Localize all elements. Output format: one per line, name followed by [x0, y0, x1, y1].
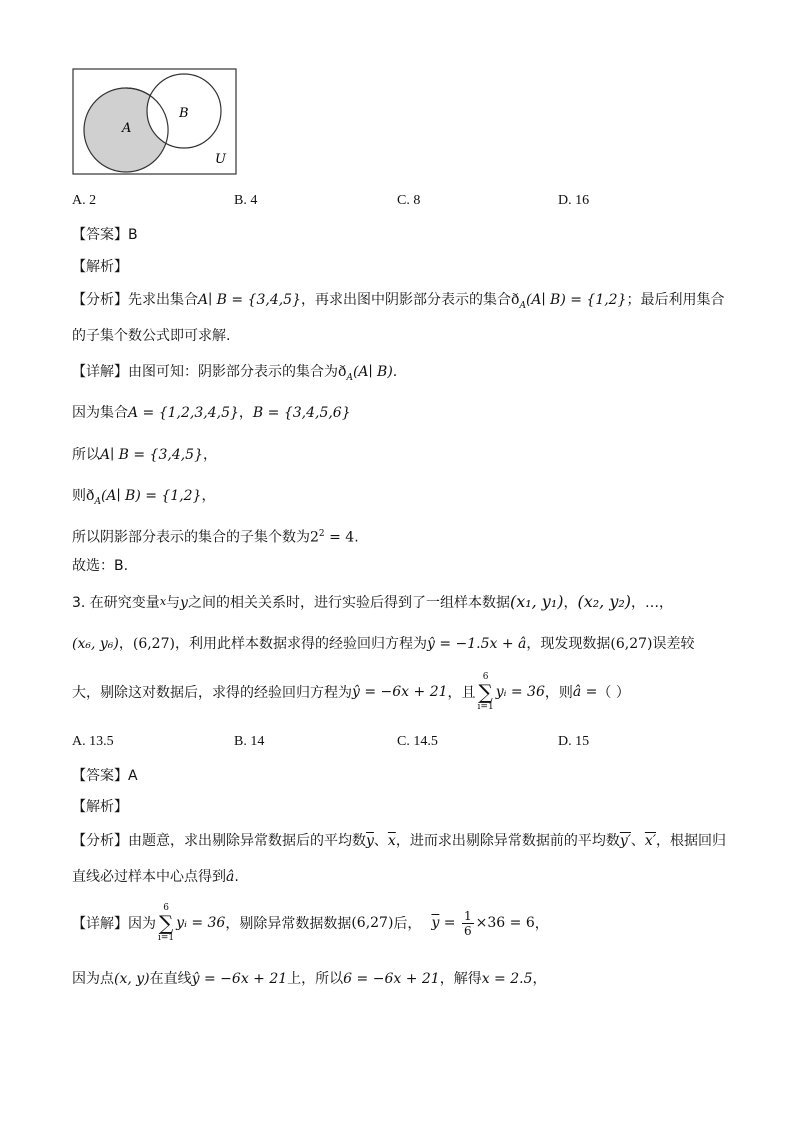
q3-option-d: D. 15 — [558, 734, 590, 749]
math: y — [180, 595, 188, 611]
q3-stem-line-1 — [72, 592, 673, 613]
text: ，根据回归 — [656, 833, 726, 849]
complement-sub: A — [346, 372, 353, 383]
text: . — [234, 869, 239, 885]
math: (6,27) — [132, 636, 175, 652]
denominator: 6 — [464, 923, 472, 938]
math: (x₂, y₂) — [577, 592, 632, 611]
text: 因为 — [128, 916, 156, 932]
text: 后， — [393, 916, 422, 932]
math: (6,27) — [610, 636, 653, 652]
q2-xiangjie-line-3 — [72, 445, 217, 465]
text: 因为点 — [72, 971, 114, 987]
math: yᵢ = 36 — [176, 915, 226, 931]
complement-symbol: ð — [511, 292, 520, 308]
q3-analysis-tag: 【解析】 — [72, 799, 128, 815]
math: y′ — [619, 833, 631, 849]
q2-option-d: D. 16 — [558, 193, 590, 208]
math: (A∣ B) = {1,2} — [100, 488, 202, 504]
fenxi-tag: 【分析】 — [72, 833, 128, 849]
q2-xiangjie-line-4 — [72, 486, 216, 512]
math: (x₆, y₆) — [72, 636, 119, 652]
text: 因为集合 — [72, 405, 128, 421]
q3-stem-line-3 — [72, 672, 630, 712]
q2-analysis-tag: 【解析】 — [72, 259, 128, 275]
math: (A∣ B) = {1,2} — [525, 292, 627, 308]
math: x = 2.5 — [481, 971, 533, 987]
text: ，进而求出剔除异常数据前的平均数 — [395, 833, 620, 849]
fenxi-tag: 【分析】 — [72, 292, 128, 308]
text: ， — [532, 971, 547, 987]
sigma-icon: ∑ — [158, 911, 174, 935]
fraction — [462, 909, 474, 938]
math: ŷ = −1.5x + â — [426, 636, 527, 652]
summation — [158, 903, 174, 943]
math: (x₁, y₁) — [509, 592, 564, 611]
text: ，剔除异常数据数据 — [225, 916, 352, 932]
sigma-icon: ∑ — [478, 680, 493, 704]
q3-option-b: B. 14 — [234, 734, 265, 749]
q3-answer: 【答案】A — [72, 768, 138, 784]
text: 上，所以 — [287, 971, 344, 987]
math: A∣ B = {3,4,5} — [100, 447, 203, 463]
q3-fenxi-line-2 — [72, 867, 239, 887]
complement-sub: A — [519, 300, 526, 311]
numerator: 1 — [464, 908, 472, 923]
math: (x, y) — [114, 971, 150, 987]
text: . — [354, 529, 359, 546]
math: 6 = −6x + 21 — [343, 971, 440, 987]
xiangjie-tag: 【详解】 — [72, 364, 128, 380]
q2-fenxi-line-2: 的子集个数公式即可求解. — [72, 328, 231, 344]
math: = — [439, 915, 460, 931]
math: = 4 — [324, 529, 355, 546]
math: $\overline{x}$ — [387, 833, 396, 849]
venn-diagram — [72, 68, 238, 176]
text: 由题意，求出剔除异常数据后的平均数 — [128, 833, 366, 849]
math: ×36 = 6 — [475, 915, 535, 931]
text: ，解得 — [439, 971, 482, 987]
q2-answer: 【答案】B — [72, 227, 138, 243]
sum-upper: 6 — [482, 672, 489, 682]
text: ， — [201, 488, 216, 504]
text: ， — [534, 916, 549, 932]
q3-fenxi-line-1 — [72, 831, 726, 851]
q3-option-c: C. 14.5 — [397, 734, 438, 749]
text: ， — [238, 405, 253, 421]
text: 所以阴影部分表示的集合的子集个数为 — [72, 529, 310, 546]
text: ；最后利用集合 — [626, 292, 725, 308]
text: 与 — [166, 595, 181, 611]
math: (A∣ B). — [352, 364, 398, 380]
math: B = {3,4,5,6} — [252, 405, 351, 421]
text: ，则 — [544, 685, 573, 701]
math: A∣ B = {3,4,5} — [198, 292, 301, 308]
text: （ ） — [597, 685, 630, 701]
text: ， — [563, 595, 578, 611]
math: (6,27) — [351, 915, 394, 931]
text: 先求出集合 — [128, 292, 198, 308]
q2-fenxi-line-1 — [72, 290, 725, 316]
text: 直线必过样本中心点得到 — [72, 869, 226, 885]
text: ，且 — [447, 685, 476, 701]
math: A = {1,2,3,4,5} — [128, 405, 239, 421]
math: $\overline{y}$ — [366, 833, 374, 849]
text: 在直线 — [149, 971, 192, 987]
text: 由图可知：阴影部分表示的集合为 — [128, 364, 338, 380]
text: ，利用此样本数据求得的经验回归方程为 — [174, 636, 427, 652]
sum-upper: 6 — [163, 903, 169, 913]
text: 误差较 — [652, 636, 695, 652]
complement-symbol: ð — [338, 364, 347, 380]
q2-xiangjie-line-5 — [72, 524, 359, 548]
universal-set-label: U — [215, 152, 226, 167]
text: ，再求出图中阴影部分表示的集合 — [301, 292, 511, 308]
text: ， — [203, 447, 217, 463]
text: 、 — [630, 833, 645, 849]
math: â — [226, 869, 235, 885]
math: ŷ = −6x + 21 — [352, 684, 448, 700]
math: $\overline{y}$ — [431, 915, 440, 931]
text: 3. 在研究变量 — [72, 595, 160, 611]
math: x′ — [644, 833, 656, 849]
xiangjie-tag: 【详解】 — [72, 916, 128, 932]
q2-option-c: C. 8 — [397, 193, 421, 208]
q2-option-b: B. 4 — [234, 193, 258, 208]
q3-option-a: A. 13.5 — [72, 734, 114, 749]
text: 则 — [72, 488, 86, 504]
math: x — [159, 595, 167, 608]
text: ，…， — [631, 595, 674, 611]
set-b-label: B — [179, 106, 189, 121]
text: 大，剔除这对数据后，求得的经验回归方程为 — [72, 685, 352, 701]
q2-conclusion: 故选：B. — [72, 558, 129, 574]
text: 、 — [373, 833, 388, 849]
sum-lower: i=1 — [477, 702, 494, 712]
text: ，现发现数据 — [526, 636, 611, 652]
q2-xiangjie-line-1 — [72, 362, 397, 388]
math: 2 — [310, 529, 319, 546]
summation — [478, 672, 494, 712]
text: 所以 — [72, 447, 100, 463]
complement-sub: A — [94, 496, 101, 507]
q3-xiangjie-line-1 — [72, 903, 549, 943]
exponent: 2 — [318, 529, 325, 539]
q2-option-a: A. 2 — [72, 193, 97, 208]
math: â = — [572, 684, 598, 700]
complement-symbol: ð — [86, 488, 95, 504]
math: ŷ = −6x + 21 — [191, 971, 288, 987]
text: ， — [118, 636, 133, 652]
set-a-label: A — [122, 121, 132, 136]
q3-stem-line-2 — [72, 634, 695, 654]
q2-xiangjie-line-2 — [72, 403, 351, 423]
q3-xiangjie-line-2 — [72, 969, 547, 989]
sum-lower: i=1 — [158, 933, 175, 943]
text: 之间的相关关系时，进行实验后得到了一组样本数据 — [187, 595, 510, 611]
math: yᵢ = 36 — [495, 684, 545, 700]
